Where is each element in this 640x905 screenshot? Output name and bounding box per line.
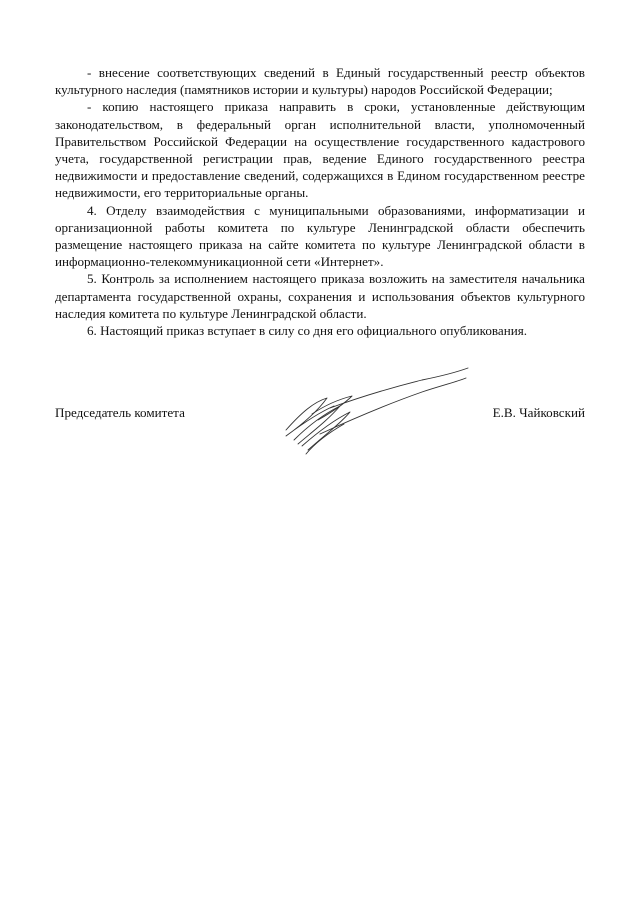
signatory-name: Е.В. Чайковский bbox=[492, 405, 585, 420]
signatory-position: Председатель комитета bbox=[55, 405, 185, 420]
paragraph-registry-entry: - внесение соответствующих сведений в Единый государственный реестр объектов культурного наследия (памятников истории и культуры) народов Российской Федерации; bbox=[55, 65, 585, 98]
paragraph-item-6: 6. Настоящий приказ вступает в силу со дня его официального опубликования. bbox=[87, 323, 528, 339]
handwritten-signature bbox=[272, 362, 477, 462]
paragraph-item-5: 5. Контроль за исполнением настоящего приказа возложить на заместителя начальника департамента государственной охраны, сохранения и использования объектов культурного наследия комитета по культуре Ленинградской области. bbox=[55, 271, 585, 321]
document-body bbox=[55, 64, 585, 339]
paragraph-item-4: 4. Отделу взаимодействия с муниципальными образованиями, информатизации и организационной работы комитета по культуре Ленинградской области обеспечить размещение настоящего приказа на сайте комитета по культуре Ленинградской области в информационно-телекоммуникационной сети «Интернет». bbox=[55, 202, 585, 270]
paragraph-copy-to-federal-body: - копию настоящего приказа направить в сроки, установленные действующим законодательством, в федеральный орган исполнительной власти, уполномоченный Правительством Российской Федерации на осуществление государственного кадастрового учета, государственной регистрации прав, ведение Единого государственного реестра недвижимости и предоставление сведений, содержащихся в Едином государственном реестре недвижимости, его территориальные органы. bbox=[55, 99, 585, 201]
